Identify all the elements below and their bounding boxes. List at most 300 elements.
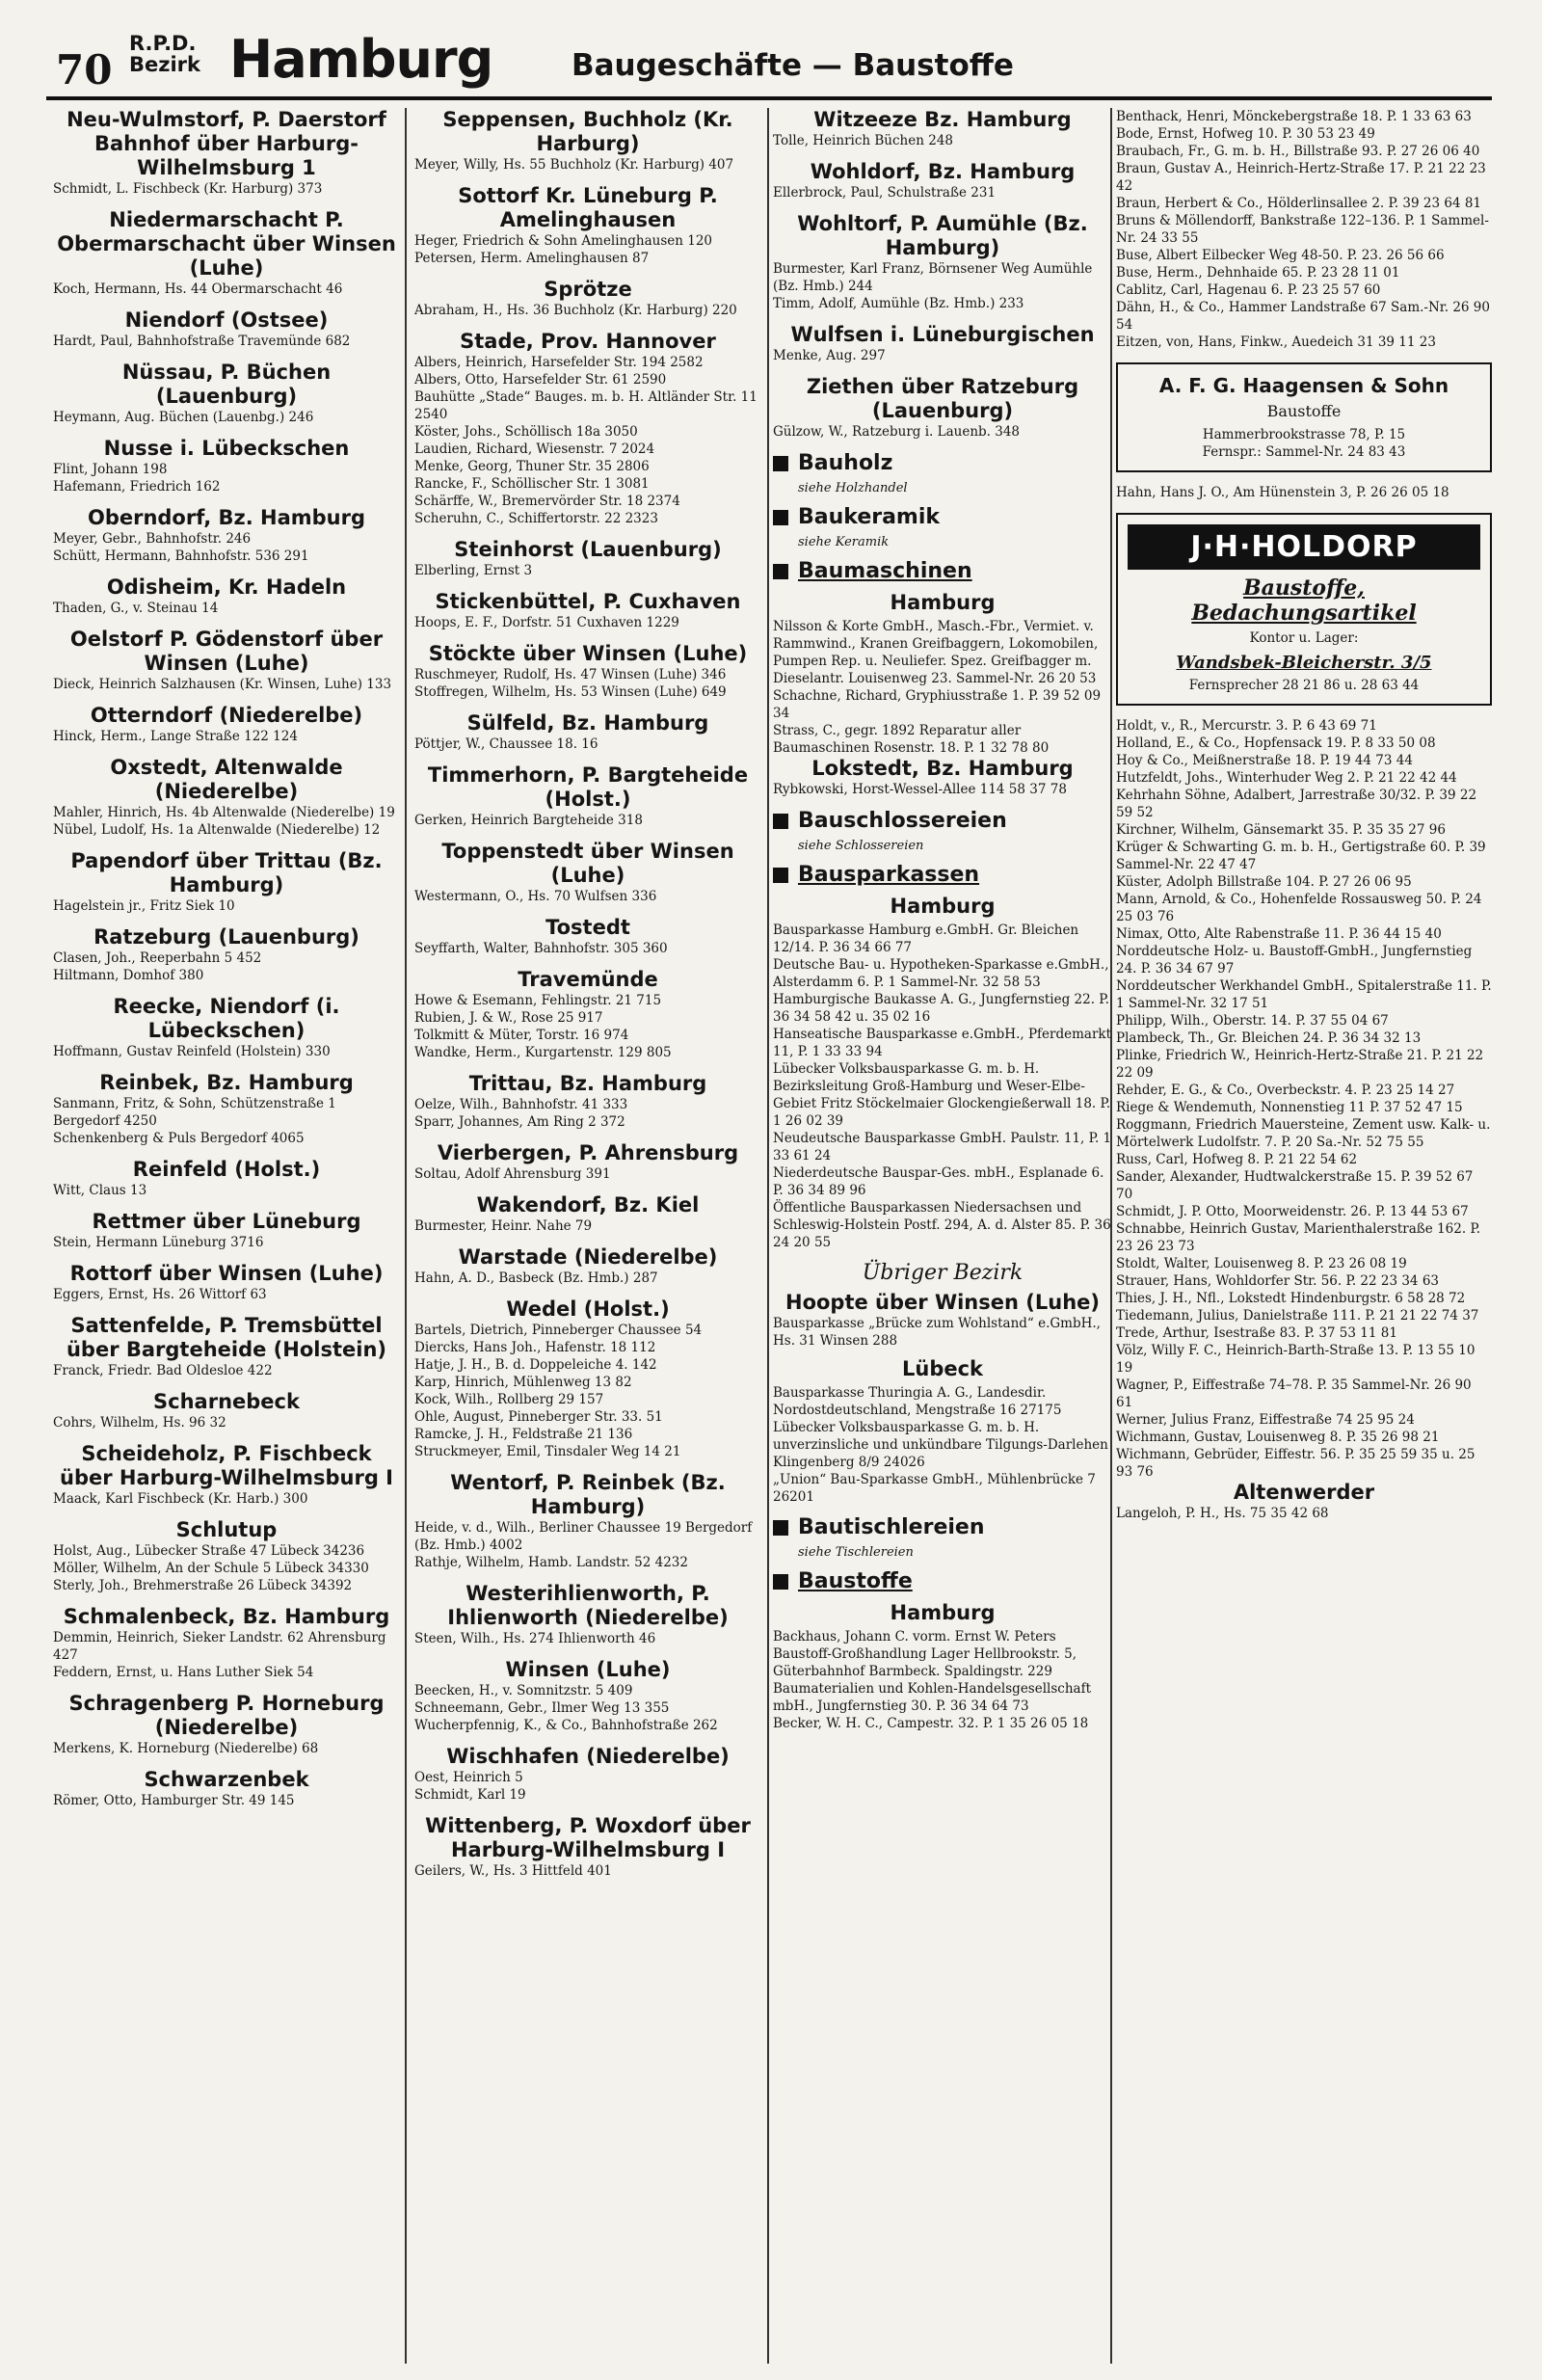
list-item: Albers, Heinrich, Harsefelder Str. 194 2582	[414, 355, 704, 370]
list-item: Cablitz, Carl, Hagenau 6. P. 23 25 57 60	[1116, 282, 1381, 298]
list-item: Werner, Julius Franz, Eiffestraße 74 25 95 24	[1116, 1412, 1415, 1428]
luebeck-entries	[773, 1384, 1112, 1506]
list-item: Koch, Hermann, Hs. 44 Obermarschacht 46	[53, 281, 343, 297]
list-item: Howe & Esemann, Fehlingstr. 21 715	[414, 993, 662, 1008]
list-item: Nimax, Otto, Alte Rabenstraße 11. P. 36 44 15 40	[1116, 926, 1442, 942]
altenwerder-block	[1116, 1481, 1492, 1522]
place-heading: Witzeeze Bz. Hamburg	[813, 108, 1072, 131]
list-item: Hoffmann, Gustav Reinfeld (Holstein) 330	[53, 1044, 331, 1059]
list-item: Plinke, Friedrich W., Heinrich-Hertz-Straße 21. P. 21 22 22 09	[1116, 1048, 1484, 1081]
list-item: Thaden, G., v. Steinau 14	[53, 601, 219, 616]
list-item: „Union“ Bau-Sparkasse GmbH., Mühlenbrücke 7 26201	[773, 1472, 1096, 1505]
list-item: Deutsche Bau- u. Hypotheken-Sparkasse e.GmbH., Alsterdamm 6. P. 1 Sammel-Nr. 32 58 53	[773, 957, 1109, 990]
list-item: Völz, Willy F. C., Heinrich-Barth-Straße 13. P. 13 55 10 19	[1116, 1343, 1476, 1376]
list-item: Gerken, Heinrich Bargteheide 318	[414, 813, 643, 828]
place-heading: Winsen (Luhe)	[505, 1658, 671, 1681]
list-item: Ramcke, J. H., Feldstraße 21 136	[414, 1427, 633, 1442]
place-heading: Westerihlienworth, P. Ihlienworth (Niederelbe)	[447, 1582, 729, 1629]
column-divider	[767, 108, 769, 2364]
place-heading: Wentorf, P. Reinbek (Bz. Hamburg)	[450, 1471, 726, 1518]
column-3-places	[773, 108, 1112, 441]
list-item: Sterly, Joh., Brehmerstraße 26 Lübeck 34392	[53, 1578, 353, 1593]
list-item: Bausparkasse Hamburg e.GmbH. Gr. Bleichen 12/14. P. 36 34 66 77	[773, 923, 1079, 955]
place-block	[53, 108, 400, 198]
list-item: Hatje, J. H., B. d. Doppeleiche 4. 142	[414, 1357, 657, 1373]
list-item: Schmidt, Karl 19	[414, 1787, 526, 1803]
list-item: Merkens, K. Horneburg (Niederelbe) 68	[53, 1741, 319, 1756]
place-heading: Scheideholz, P. Fischbeck über Harburg-Wilhelmsburg I	[60, 1442, 393, 1489]
place-heading: Schlutup	[175, 1518, 278, 1541]
place-heading: Neu-Wulmstorf, P. Daerstorf Bahnhof über Harburg-Wilhelmsburg 1	[66, 108, 386, 179]
list-item: Braun, Herbert & Co., Hölderlinsallee 2. P. 39 23 64 81	[1116, 196, 1482, 211]
column-4	[1116, 108, 1492, 2364]
place-block	[773, 323, 1112, 364]
place-block	[773, 108, 1112, 149]
place-block	[53, 995, 400, 1060]
place-heading: Oxstedt, Altenwalde (Niederelbe)	[110, 756, 343, 803]
list-item: Karp, Hinrich, Mühlenweg 13 82	[414, 1375, 632, 1390]
list-item: Scheruhn, C., Schiffertorstr. 22 2323	[414, 511, 658, 526]
list-item: Küster, Adolph Billstraße 104. P. 27 26 06 95	[1116, 874, 1412, 890]
list-item: Hahn, A. D., Basbeck (Bz. Hmb.) 287	[414, 1270, 658, 1286]
section-bauholz: Bauholz	[773, 451, 1112, 475]
list-item: Russ, Carl, Hofweg 8. P. 21 22 54 62	[1116, 1152, 1358, 1167]
place-block	[53, 1518, 400, 1594]
list-item: Feddern, Ernst, u. Hans Luther Siek 54	[53, 1665, 314, 1680]
baumaschinen-entries	[773, 618, 1112, 757]
place-block	[414, 1471, 761, 1571]
list-item: Sparr, Johannes, Am Ring 2 372	[414, 1114, 625, 1130]
list-item: Struckmeyer, Emil, Tinsdaler Weg 14 21	[414, 1444, 681, 1459]
list-item: Holdt, v., R., Mercurstr. 3. P. 6 43 69 71	[1116, 718, 1377, 734]
list-item: Clasen, Joh., Reeperbahn 5 452	[53, 950, 262, 966]
place-heading: Ratzeburg (Lauenburg)	[93, 925, 359, 949]
place-block	[53, 308, 400, 350]
list-item: Rybkowski, Horst-Wessel-Allee 114 58 37 78	[773, 782, 1067, 797]
place-heading: Rottorf über Winsen (Luhe)	[69, 1262, 384, 1285]
place-block	[414, 1814, 761, 1880]
list-item: Schärffe, W., Bremervörder Str. 18 2374	[414, 494, 680, 509]
list-item: Becker, W. H. C., Campestr. 32. P. 1 35 26 05 18	[773, 1716, 1089, 1731]
place-block	[53, 1692, 400, 1757]
list-item: Wichmann, Gebrüder, Eiffestr. 56. P. 35 25 59 35 u. 25 93 76	[1116, 1447, 1476, 1480]
place-block	[414, 916, 761, 957]
list-item: Römer, Otto, Hamburger Str. 49 145	[53, 1793, 295, 1808]
place-heading: Sülfeld, Bz. Hamburg	[466, 711, 709, 735]
list-item: Hahn, Hans J. O., Am Hünenstein 3, P. 26 26 05 18	[1116, 485, 1449, 500]
list-item: Heide, v. d., Wilh., Berliner Chaussee 19 Bergedorf (Bz. Hmb.) 4002	[414, 1520, 753, 1553]
list-item: Wichmann, Gustav, Louisenweg 8. P. 35 26 98 21	[1116, 1430, 1440, 1445]
list-item: Hoops, E. F., Dorfstr. 51 Cuxhaven 1229	[414, 615, 679, 630]
list-item: Albers, Otto, Harsefelder Str. 61 2590	[414, 372, 667, 388]
list-item: Westermann, O., Hs. 70 Wulfsen 336	[414, 889, 657, 904]
section-bausparkassen: Bausparkassen	[773, 863, 1112, 887]
place-block	[414, 763, 761, 829]
list-item: Schnabbe, Heinrich Gustav, Marienthalerstraße 162. P. 23 26 23 73	[1116, 1221, 1481, 1254]
place-block	[414, 278, 761, 319]
place-heading: Otterndorf (Niederelbe)	[90, 704, 363, 727]
list-item: Cohrs, Wilhelm, Hs. 96 32	[53, 1415, 226, 1431]
list-item: Norddeutsche Holz- u. Baustoff-GmbH., Jungfernstieg 24. P. 36 34 67 97	[1116, 944, 1473, 976]
list-item: Möller, Wilhelm, An der Schule 5 Lübeck 34330	[53, 1561, 369, 1576]
list-item: Wagner, P., Eiffestraße 74–78. P. 35 Sammel-Nr. 26 90 61	[1116, 1377, 1472, 1410]
district-prefix	[129, 33, 200, 75]
place-heading: Travemünde	[518, 968, 658, 991]
list-item: Bauhütte „Stade“ Bauges. m. b. H. Altländer Str. 11 2540	[414, 389, 758, 422]
place-block	[414, 108, 761, 174]
list-item: Flint, Johann 198	[53, 462, 168, 477]
place-heading: Stickenbüttel, P. Cuxhaven	[435, 590, 741, 613]
place-block	[53, 1071, 400, 1147]
list-item: Norddeutscher Werkhandel GmbH., Spitalerstraße 11. P. 1 Sammel-Nr. 32 17 51	[1116, 978, 1492, 1011]
list-item: Holst, Aug., Lübecker Straße 47 Lübeck 34236	[53, 1543, 365, 1559]
place-block	[773, 375, 1112, 441]
list-item: Stoffregen, Wilhelm, Hs. 53 Winsen (Luhe) 649	[414, 684, 727, 700]
place-block	[53, 628, 400, 693]
column-1	[53, 108, 400, 2364]
page-header	[46, 27, 1492, 96]
list-item: Elberling, Ernst 3	[414, 563, 533, 578]
list-item: Oelze, Wilh., Bahnhofstr. 41 333	[414, 1097, 628, 1112]
list-item: Hiltmann, Domhof 380	[53, 968, 204, 983]
place-block	[414, 590, 761, 631]
list-item: Hoy & Co., Meißnerstraße 18. P. 19 44 73 44	[1116, 753, 1413, 768]
list-item: Timm, Adolf, Aumühle (Bz. Hmb.) 233	[773, 296, 1024, 311]
list-item: Maack, Karl Fischbeck (Kr. Harb.) 300	[53, 1491, 308, 1507]
place-heading: Niedermarschacht P. Obermarschacht über Winsen (Luhe)	[57, 208, 396, 280]
list-item: Riege & Wendemuth, Nonnenstieg 11 P. 37 52 47 15	[1116, 1100, 1463, 1115]
list-item: Niederdeutsche Bauspar-Ges. mbH., Esplanade 6. P. 36 34 89 96	[773, 1165, 1104, 1198]
list-item: Köster, Johs., Schöllisch 18a 3050	[414, 424, 638, 440]
list-item: Beecken, H., v. Somnitzstr. 5 409	[414, 1683, 633, 1698]
list-item: Heymann, Aug. Büchen (Lauenbg.) 246	[53, 410, 314, 425]
place-heading: Nüssau, P. Büchen (Lauenburg)	[121, 361, 332, 408]
place-heading: Lokstedt, Bz. Hamburg	[811, 757, 1074, 780]
list-item: Abraham, H., Hs. 36 Buchholz (Kr. Harburg) 220	[414, 303, 737, 318]
place-block	[773, 212, 1112, 312]
column-4-top-entries	[1116, 108, 1492, 351]
list-item: Nilsson & Korte GmbH., Masch.-Fbr., Vermiet. v. Rammwind., Kranen Greifbaggern, Lokomobilen, Pumpen Rep. u. Neuliefer. Spez. Greifbagger m. Dieselantr. Louisenweg 23. Sammel-Nr. 26 20 53	[773, 619, 1099, 686]
place-heading: Oberndorf, Bz. Hamburg	[87, 506, 366, 529]
place-heading: Stöckte über Winsen (Luhe)	[428, 642, 748, 665]
list-item: Lübecker Volksbausparkasse G. m. b. H. unverzinsliche und unkündbare Tilgungs-Darlehen Klingenberg 8/9 24026	[773, 1420, 1108, 1470]
list-item: Schütt, Hermann, Bahnhofstr. 536 291	[53, 548, 309, 564]
list-item: Hutzfeldt, Johs., Winterhuder Weg 2. P. 21 22 42 44	[1116, 770, 1457, 786]
list-item: Tolle, Heinrich Büchen 248	[773, 133, 953, 148]
place-block	[414, 1245, 761, 1287]
list-item: Hafemann, Friedrich 162	[53, 479, 221, 495]
place-heading: Trittau, Bz. Hamburg	[468, 1072, 707, 1095]
list-item: Roggmann, Friedrich Mauersteine, Zement usw. Kalk- u. Mörtelwerk Ludolfstr. 7. P. 20 Sa.-Nr. 52 75 55	[1116, 1117, 1491, 1150]
section-bauschlossereien: Bauschlossereien	[773, 809, 1112, 833]
place-heading: Reinfeld (Holst.)	[132, 1158, 321, 1181]
place-block	[414, 1141, 761, 1183]
list-item: Kock, Wilh., Rollberg 29 157	[414, 1392, 604, 1407]
place-block	[414, 330, 761, 527]
place-block	[53, 1314, 400, 1379]
prefix-line2: Bezirk	[129, 53, 200, 76]
list-item: Wandke, Herm., Kurgartenstr. 129 805	[414, 1045, 672, 1060]
place-heading: Oelstorf P. Gödenstorf über Winsen (Luhe)	[69, 628, 384, 675]
list-item: Holland, E., & Co., Hopfensack 19. P. 8 33 50 08	[1116, 735, 1436, 751]
list-item: Sander, Alexander, Hudtwalckerstraße 15. P. 39 52 67 70	[1116, 1169, 1474, 1202]
list-item: Schenkenberg & Puls Bergedorf 4065	[53, 1131, 305, 1146]
place-block	[414, 1745, 761, 1804]
list-item: Rathje, Wilhelm, Hamb. Landstr. 52 4232	[414, 1555, 688, 1570]
place-heading: Sattenfelde, P. Tremsbüttel über Bargteheide (Holstein)	[66, 1314, 387, 1361]
list-item: Meyer, Willy, Hs. 55 Buchholz (Kr. Harburg) 407	[414, 157, 734, 173]
ad-line1: Baustoffe, Bedachungsartikel	[1191, 575, 1417, 626]
place-heading: Schmalenbeck, Bz. Hamburg	[63, 1605, 390, 1628]
list-item: Menke, Georg, Thuner Str. 35 2806	[414, 459, 650, 474]
list-item: Mann, Arnold, & Co., Hohenfelde Rossausweg 50. P. 24 25 03 76	[1116, 892, 1482, 924]
list-item: Bode, Ernst, Hofweg 10. P. 30 53 23 49	[1116, 126, 1375, 142]
list-item: Heger, Friedrich & Sohn Amelinghausen 120	[414, 233, 713, 249]
bautischlereien-reference: siehe Tischlereien	[798, 1545, 914, 1560]
place-block	[53, 208, 400, 298]
list-item: Soltau, Adolf Ahrensburg 391	[414, 1166, 611, 1182]
baustoffe-entries	[773, 1628, 1112, 1732]
list-item: Krüger & Schwarting G. m. b. H., Gertigstraße 60. P. 39 Sammel-Nr. 22 47 47	[1116, 840, 1486, 872]
header-rule	[46, 96, 1492, 100]
list-item: Schmidt, J. P. Otto, Moorweidenstr. 26. P. 13 44 53 67	[1116, 1204, 1469, 1219]
place-block	[414, 1072, 761, 1131]
advertisement-holdorp	[1116, 513, 1492, 706]
place-heading: Scharnebeck	[153, 1390, 300, 1413]
list-item: Diercks, Hans Joh., Hafenstr. 18 112	[414, 1340, 656, 1355]
section-baukeramik: Baukeramik	[773, 505, 1112, 529]
advertisement-haagensen	[1116, 362, 1492, 472]
list-item: Franck, Friedr. Bad Oldesloe 422	[53, 1363, 273, 1378]
list-item: Dieck, Heinrich Salzhausen (Kr. Winsen, Luhe) 133	[53, 677, 392, 692]
place-block	[773, 757, 1112, 798]
section-baustoffe: Baustoffe	[773, 1569, 1112, 1593]
place-block	[53, 1262, 400, 1303]
place-block	[414, 1297, 761, 1460]
place-heading: Stade, Prov. Hannover	[460, 330, 716, 353]
list-item: Oest, Heinrich 5	[414, 1770, 523, 1785]
bauschlossereien-reference: siehe Schlossereien	[798, 839, 924, 853]
place-block	[53, 1158, 400, 1199]
place-block	[53, 1210, 400, 1251]
square-bullet-icon	[773, 1520, 788, 1536]
ad-phone: Fernsprecher 28 21 86 u. 28 63 44	[1188, 678, 1420, 693]
place-heading: Sprötze	[544, 278, 632, 301]
list-item: Stoldt, Walter, Louisenweg 8. P. 23 26 08 19	[1116, 1256, 1407, 1271]
list-item: Wucherpfennig, K., & Co., Bahnhofstraße 262	[414, 1718, 718, 1733]
uebriger-bezirk-heading: Übriger Bezirk	[862, 1261, 1024, 1285]
place-block	[414, 1658, 761, 1734]
ad-firm-name: A. F. G. Haagensen & Sohn	[1158, 374, 1449, 397]
list-item: Nübel, Ludolf, Hs. 1a Altenwalde (Niederelbe) 12	[53, 822, 381, 838]
place-heading: Wischhafen (Niederelbe)	[446, 1745, 730, 1768]
place-heading: Toppenstedt über Winsen (Luhe)	[441, 840, 734, 887]
list-item: Eitzen, von, Hans, Finkw., Auedeich 31 39 11 23	[1116, 334, 1436, 350]
place-block	[53, 1605, 400, 1681]
list-item: Backhaus, Johann C. vorm. Ernst W. Peters Baustoff-Großhandlung Lager Hellbrookstr. 5, Güterbahnhof Barmbeck. Spaldingstr. 229 Baumaterialien und Kohlen-Handelsgesellschaft mbH., Jungfernstieg 30. P. 36 34 64 73	[773, 1629, 1092, 1714]
lokstedt-block	[773, 757, 1112, 798]
list-item: Tolkmitt & Müter, Torstr. 16 974	[414, 1028, 629, 1043]
list-item: Braun, Gustav A., Heinrich-Hertz-Straße 17. P. 21 22 23 42	[1116, 161, 1486, 194]
place-heading: Tostedt	[545, 916, 630, 939]
ad-line2: Kontor u. Lager:	[1249, 630, 1359, 646]
list-item: Bruns & Möllendorff, Bankstraße 122–136. P. 1 Sammel-Nr. 24 33 55	[1116, 213, 1489, 246]
list-item: Stein, Hermann Lüneburg 3716	[53, 1235, 264, 1250]
square-bullet-icon	[773, 1574, 788, 1590]
place-heading: Vierbergen, P. Ahrensburg	[437, 1141, 739, 1164]
place-block	[53, 756, 400, 839]
list-item: Ruschmeyer, Rudolf, Hs. 47 Winsen (Luhe) 346	[414, 667, 727, 682]
list-item: Burmester, Heinr. Nahe 79	[414, 1218, 593, 1234]
square-bullet-icon	[773, 510, 788, 525]
place-block	[53, 704, 400, 745]
list-item: Philipp, Wilh., Oberstr. 14. P. 37 55 04 67	[1116, 1013, 1389, 1029]
place-block	[53, 437, 400, 495]
list-item: Buse, Herm., Dehnhaide 65. P. 23 28 11 01	[1116, 265, 1400, 281]
list-item: Seyffarth, Walter, Bahnhofstr. 305 360	[414, 941, 668, 956]
list-item: Demmin, Heinrich, Sieker Landstr. 62 Ahrensburg 427	[53, 1630, 386, 1663]
place-heading: Odisheim, Kr. Hadeln	[106, 575, 347, 599]
list-item: Strass, C., gegr. 1892 Reparatur aller Baumaschinen Rosenstr. 18. P. 1 32 78 80	[773, 723, 1050, 756]
place-heading: Wakendorf, Bz. Kiel	[476, 1193, 700, 1217]
list-item: Laudien, Richard, Wiesenstr. 7 2024	[414, 441, 655, 457]
place-heading: Altenwerder	[1233, 1481, 1375, 1504]
prefix-line1: R.P.D.	[129, 32, 197, 55]
square-bullet-icon	[773, 564, 788, 579]
list-item: Bausparkasse Thuringia A. G., Landesdir. Nordostdeutschland, Mengstraße 16 27175	[773, 1385, 1062, 1418]
place-block	[53, 925, 400, 984]
list-item: Kirchner, Wilhelm, Gänsemarkt 35. P. 35 35 27 96	[1116, 822, 1446, 838]
place-heading: Steinhorst (Lauenburg)	[454, 538, 722, 561]
header-city: Hamburg	[229, 29, 493, 90]
list-item: Rubien, J. & W., Rose 25 917	[414, 1010, 603, 1026]
list-item: Mahler, Hinrich, Hs. 4b Altenwalde (Niederelbe) 19	[53, 805, 395, 820]
ad-title: Baustoffe	[1266, 402, 1342, 420]
place-block	[414, 184, 761, 267]
place-heading: Wulfsen i. Lüneburgischen	[790, 323, 1095, 346]
place-block	[414, 642, 761, 701]
place-block	[414, 968, 761, 1061]
column-4-entries	[1116, 717, 1492, 1481]
list-item: Ellerbrock, Paul, Schulstraße 231	[773, 185, 997, 201]
baustoffe-city: Hamburg	[890, 1601, 996, 1624]
list-item: Hamburgische Baukasse A. G., Jungfernstieg 22. P. 36 34 58 42 u. 35 02 16	[773, 992, 1109, 1025]
place-block	[53, 1442, 400, 1508]
list-item: Petersen, Herm. Amelinghausen 87	[414, 251, 650, 266]
uebriger-entries	[773, 1315, 1112, 1350]
place-block	[53, 575, 400, 617]
list-item: Braubach, Fr., G. m. b. H., Billstraße 93. P. 27 26 06 40	[1116, 144, 1480, 159]
list-item: Ohle, August, Pinneberger Str. 33. 51	[414, 1409, 663, 1425]
list-item: Buse, Albert Eilbecker Weg 48-50. P. 23. 26 56 66	[1116, 248, 1445, 263]
place-heading: Hoopte über Winsen (Luhe)	[785, 1291, 1100, 1314]
ad-line3: Wandsbek-Bleicherstr. 3/5	[1176, 653, 1432, 673]
baukeramik-reference: siehe Keramik	[798, 535, 890, 549]
place-heading: Niendorf (Ostsee)	[124, 308, 329, 332]
ad-address: Hammerbrookstrasse 78, P. 15	[1202, 427, 1406, 442]
column-divider	[405, 108, 407, 2364]
list-item: Neudeutsche Bausparkasse GmbH. Paulstr. 11, P. 1 33 61 24	[773, 1131, 1112, 1163]
place-heading: Wohltorf, P. Aumühle (Bz. Hamburg)	[797, 212, 1088, 259]
bausparkassen-city: Hamburg	[890, 895, 996, 918]
place-heading: Timmerhorn, P. Bargteheide (Holst.)	[427, 763, 749, 811]
square-bullet-icon	[773, 814, 788, 829]
list-item: Hanseatische Bausparkasse e.GmbH., Pferdemarkt 11, P. 1 33 33 94	[773, 1027, 1112, 1059]
place-heading: Warstade (Niederelbe)	[458, 1245, 718, 1269]
list-item: Schneemann, Gebr., Ilmer Weg 13 355	[414, 1700, 670, 1716]
place-heading: Rettmer über Lüneburg	[92, 1210, 361, 1233]
bauholz-reference: siehe Holzhandel	[798, 481, 908, 495]
place-heading: Nusse i. Lübeckschen	[103, 437, 350, 460]
place-heading: Sottorf Kr. Lüneburg P. Amelinghausen	[458, 184, 718, 231]
list-item: Geilers, W., Hs. 3 Hittfeld 401	[414, 1863, 612, 1879]
section-bautischlereien: Bautischlereien	[773, 1515, 1112, 1539]
list-item: Burmester, Karl Franz, Börnsener Weg Aumühle (Bz. Hmb.) 244	[773, 261, 1093, 294]
place-block	[53, 1390, 400, 1431]
place-heading: Papendorf über Trittau (Bz. Hamburg)	[70, 849, 383, 896]
square-bullet-icon	[773, 868, 788, 883]
list-item: Plambeck, Th., Gr. Bleichen 24. P. 36 34 32 13	[1116, 1030, 1422, 1046]
place-block	[53, 849, 400, 915]
list-item: Sanmann, Fritz, & Sohn, Schützenstraße 1 Bergedorf 4250	[53, 1096, 336, 1129]
list-item: Menke, Aug. 297	[773, 348, 886, 363]
place-block	[773, 160, 1112, 201]
list-item: Hagelstein jr., Fritz Siek 10	[53, 898, 235, 914]
place-block	[414, 840, 761, 905]
place-heading: Seppensen, Buchholz (Kr. Harburg)	[442, 108, 733, 155]
bausparkassen-entries	[773, 922, 1112, 1251]
list-item: Hardt, Paul, Bahnhofstraße Travemünde 682	[53, 334, 351, 349]
place-block	[414, 1193, 761, 1235]
place-heading: Schragenberg P. Horneburg (Niederelbe)	[68, 1692, 385, 1739]
place-heading: Ziethen über Ratzeburg (Lauenburg)	[806, 375, 1079, 422]
section-baumaschinen: Baumaschinen	[773, 559, 1112, 583]
column-2	[414, 108, 761, 2364]
place-block	[414, 538, 761, 579]
place-heading: Wohldorf, Bz. Hamburg	[810, 160, 1076, 183]
list-item: Bausparkasse „Brücke zum Wohlstand“ e.GmbH., Hs. 31 Winsen 288	[773, 1316, 1101, 1349]
list-item: Tiedemann, Julius, Danielstraße 111. P. 21 21 22 74 37	[1116, 1308, 1479, 1324]
luebeck-city: Lübeck	[901, 1357, 984, 1380]
place-heading: Wittenberg, P. Woxdorf über Harburg-Wilhelmsburg I	[425, 1814, 751, 1861]
list-item: Thies, J. H., Nfl., Lokstedt Hindenburgstr. 6 58 28 72	[1116, 1291, 1466, 1306]
list-item: Rehder, E. G., & Co., Overbeckstr. 4. P. 23 25 14 27	[1116, 1083, 1455, 1098]
list-item: Strauer, Hans, Wohldorfer Str. 56. P. 22 23 34 63	[1116, 1273, 1439, 1289]
list-item: Bartels, Dietrich, Pinneberger Chaussee 54	[414, 1323, 703, 1338]
ad-phone: Fernspr.: Sammel-Nr. 24 83 43	[1202, 444, 1406, 460]
place-block	[53, 361, 400, 426]
list-item: Meyer, Gebr., Bahnhofstr. 246	[53, 531, 252, 547]
ad-firm-logo: J·H·HOLDORP	[1128, 524, 1480, 570]
list-item: Pöttjer, W., Chaussee 18. 16	[414, 736, 598, 752]
baumaschinen-city: Hamburg	[890, 591, 996, 614]
list-item: Witt, Claus 13	[53, 1183, 147, 1198]
list-item: Hinck, Herm., Lange Straße 122 124	[53, 729, 298, 744]
list-item: Gülzow, W., Ratzeburg i. Lauenb. 348	[773, 424, 1021, 440]
list-item: Benthack, Henri, Mönckebergstraße 18. P. 1 33 63 63	[1116, 109, 1472, 124]
place-heading: Reecke, Niendorf (i. Lübeckschen)	[113, 995, 340, 1042]
place-block	[53, 506, 400, 565]
list-item: Kehrhahn Söhne, Adalbert, Jarrestraße 30/32. P. 39 22 59 52	[1116, 788, 1477, 820]
list-item: Öffentliche Bausparkassen Niedersachsen und Schleswig-Holstein Postf. 294, A. d. Alster 85. P. 36 24 20 55	[773, 1200, 1111, 1250]
page-title: Baugeschäfte — Baustoffe	[572, 48, 1014, 83]
list-item: Trede, Arthur, Isestraße 83. P. 37 53 11 81	[1116, 1325, 1397, 1341]
place-heading: Schwarzenbek	[144, 1768, 309, 1791]
list-item: Dähn, H., & Co., Hammer Landstraße 67 Sam.-Nr. 26 90 54	[1116, 300, 1490, 333]
list-item: Lübecker Volksbausparkasse G. m. b. H. Bezirksleitung Groß-Hamburg und Weser-Elbe-Gebiet Fritz Stöckelmaier Glockengießerwall 18. P. 1 26 02 39	[773, 1061, 1111, 1129]
place-heading: Reinbek, Bz. Hamburg	[99, 1071, 354, 1094]
list-item: Schachne, Richard, Gryphiusstraße 1. P. 39 52 09 34	[773, 688, 1102, 721]
